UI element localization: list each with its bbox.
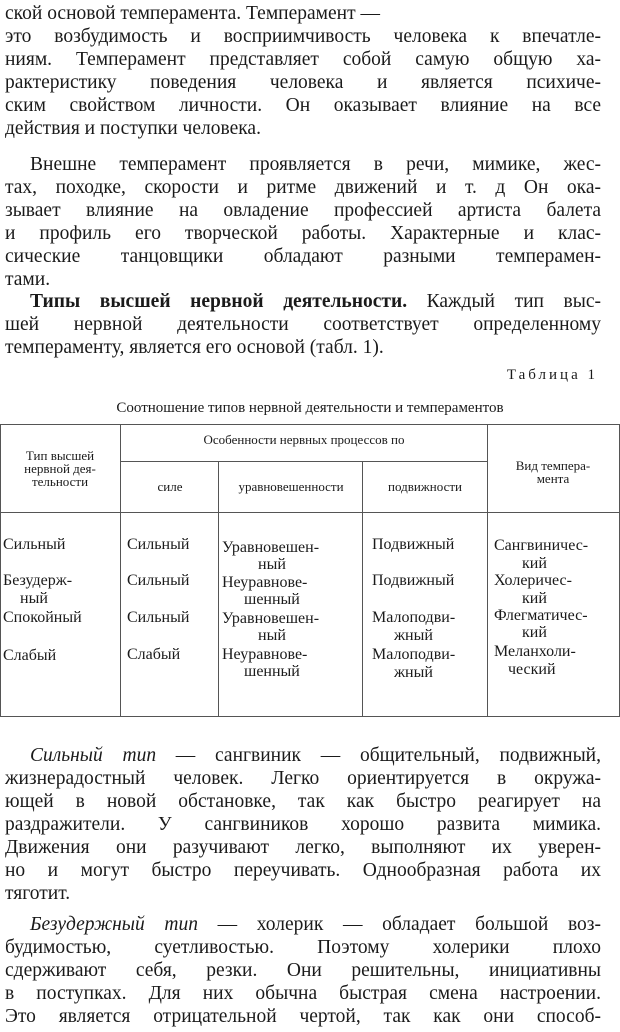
table-cell: Холеричес- — [494, 572, 572, 589]
header-cell-nervous-type: Тип высшей нервной дея- тельности — [24, 448, 96, 489]
table-cell: Слабый — [3, 647, 57, 664]
text-line: и профиль его творческой работы. Характерные и клас- — [5, 223, 601, 244]
text-line: Движения они разучивают легко, выполняют их уверен- — [5, 837, 601, 858]
table-cell: Меланхоли- — [494, 643, 576, 660]
table-cell: Малоподви- — [372, 609, 456, 626]
table-title: Соотношение типов нервной деятельности и темпераментов — [116, 400, 504, 416]
table-number-label: Таблица 1 — [506, 367, 598, 383]
table-cell: кий — [522, 624, 547, 641]
text-line — [30, 913, 601, 936]
table-cell: шенный — [244, 663, 300, 680]
table-cell: Сильный — [127, 609, 190, 626]
text-line: ской основой темперамента. Темперамент — — [5, 3, 381, 24]
text-span: Каждый тип выс- — [407, 291, 601, 312]
section-heading-inline: Типы высшей нервной деятельности. — [30, 291, 408, 312]
header-cell-mobility: подвижности — [388, 479, 462, 494]
text-line: зывает влияние на овладение профессией артиста балета — [5, 200, 601, 221]
table-cell: кий — [522, 555, 547, 572]
term-italic: Безудержный тип — [30, 914, 198, 935]
text-line: тяготит. — [5, 883, 71, 904]
header-cell-balance: уравновешенности — [238, 479, 344, 494]
text-line: тами. — [5, 269, 51, 290]
table-cell: Неуравнове- — [222, 574, 308, 591]
text-line: тах, походке, скорости и ритме движений и т. д Он ока- — [5, 177, 601, 198]
table-cell: жный — [394, 664, 433, 681]
text-line: раздражители. У сангвиников хорошо развита мимика. — [5, 814, 601, 835]
table-cell: Уравновешен- — [222, 539, 320, 556]
text-line: будимостью, суетливостью. Поэтому холерики плохо — [5, 937, 601, 958]
table-cell: Флегматичес- — [494, 607, 588, 624]
text-line: ющей в новой обстановке, так как быстро реагирует на — [5, 791, 601, 812]
table-cell: Слабый — [127, 646, 181, 663]
text-line: ниям. Темперамент представляет собой самую общую ха- — [5, 49, 601, 70]
text-span: — холерик — обладает большой воз- — [198, 914, 601, 935]
header-cell-strength: силе — [157, 479, 183, 494]
text-line: но и могут быстро переучивать. Однообразная работа их — [5, 860, 601, 881]
text-line: это возбудимость и восприимчивость человека к впечатле- — [5, 26, 601, 47]
table-cell: Безудерж- — [3, 572, 73, 589]
table-cell: ный — [20, 590, 48, 607]
text-line: Внешне темперамент проявляется в речи, мимике, жес- — [30, 154, 601, 175]
table-cell: Сильный — [3, 536, 66, 553]
table-cell: Малоподви- — [372, 646, 456, 663]
header-cell-temperament: Вид темпера- мента — [515, 458, 591, 486]
text-line: действия и поступки человека. — [5, 118, 261, 139]
text-line: жизнерадостный человек. Легко ориентируется в окружа- — [5, 768, 601, 789]
table-cell: Сильный — [127, 536, 190, 553]
table-cell: Сангвиничес- — [494, 537, 589, 554]
text-line: ским свойством личности. Он оказывает влияние на все — [5, 95, 601, 116]
text-line: темпераменту, является его основой (табл. 1). — [5, 337, 384, 358]
text-line: сические танцовщики обладают разными темперамен- — [5, 246, 601, 267]
table-cell: ный — [258, 556, 286, 573]
table-cell: Подвижный — [372, 536, 455, 553]
text-line: в поступках. Для них обычна быстрая смена настроении. — [5, 983, 601, 1004]
table-cell: жный — [394, 627, 433, 644]
table-cell: ческий — [508, 661, 556, 678]
text-line — [30, 744, 601, 767]
text-line: шей нервной деятельности соответствует определенному — [5, 314, 601, 335]
table-cell: Уравновешен- — [222, 610, 320, 627]
text-line: рактеристику поведения человека и является психиче- — [5, 72, 601, 93]
table-cell: ный — [258, 627, 286, 644]
table-cell: кий — [522, 590, 547, 607]
text-line: сдерживают себя, резки. Они решительны, инициативны — [5, 960, 601, 981]
table-cell: Сильный — [127, 572, 190, 589]
table-cell: Спокойный — [3, 609, 82, 626]
text-span: — сангвиник — общительный, подвижный, — [156, 745, 601, 766]
table-cell: шенный — [244, 591, 300, 608]
text-line: Это является отрицательной чертой, так как они способ- — [5, 1006, 601, 1027]
header-cell-process-features: Особенности нервных процессов по — [203, 432, 405, 447]
table-cell: Неуравнове- — [222, 646, 308, 663]
term-italic: Сильный тип — [30, 745, 157, 766]
table-cell: Подвижный — [372, 572, 455, 589]
